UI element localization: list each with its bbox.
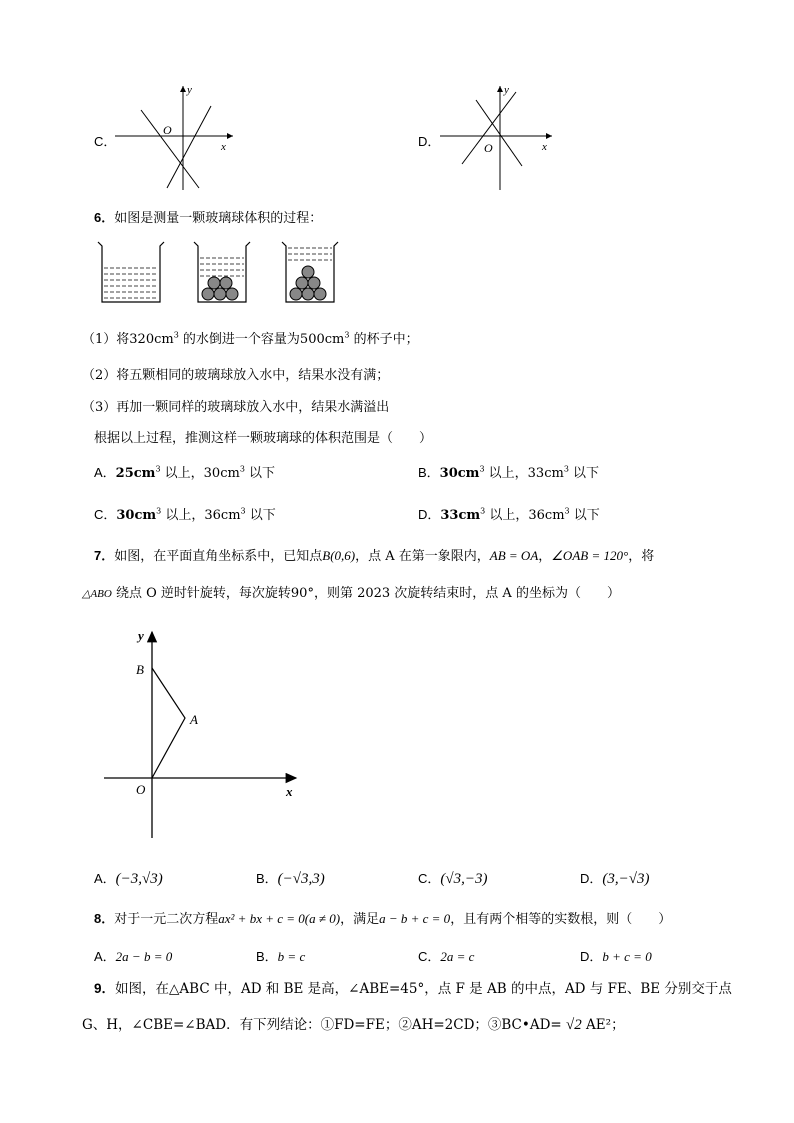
q8-option-c[interactable]: C．2a = c [418,949,475,964]
q6-beakers-figure [94,238,374,308]
beaker-2-water [200,258,244,276]
beaker-1-water [104,268,158,298]
q9-line1: 9．如图，在△ABC 中，AD 和 BE 是高，∠ABE=45°，点 F 是 AB 的中点，AD 与 FE、BE 分别交于点 [94,981,732,997]
q8-option-d[interactable]: D．b + c = 0 [580,949,652,964]
q6-step1: （1）将$320cm^3$ 的水倒进一个容量为$500cm^3$ 的杯子中； [82,330,419,347]
q7-line1: 7．如图，在平面直角坐标系中，已知点B(0,6)，点 A 在第一象限内，AB = OA，∠OAB = 120°，将 [94,548,655,564]
y-label: y [138,628,144,643]
origin-label: O [163,123,172,137]
beaker-1 [98,242,164,302]
x-label: x [286,784,293,799]
q6-stem: 6．如图是测量一颗玻璃球体积的过程： [94,210,323,226]
point-a-label: A [190,712,198,727]
q6-step3: （3）再加一颗同样的玻璃球放入水中，结果水满溢出 [82,400,390,415]
option-d-graph [440,82,560,192]
q6-ask: 根据以上过程，推测这样一颗玻璃球的体积范围是（ ） [94,431,433,446]
point-b-label: B [136,662,144,677]
beaker-3-balls [290,266,326,300]
q6-option-b[interactable]: B．$30cm^3$ 以上，$33cm^3$ 以下 [418,464,600,481]
q7-option-c[interactable]: C．(√3,−3) [418,871,488,887]
q7-option-b[interactable]: B．(−√3,3) [256,871,325,887]
y-label: y [504,84,509,96]
x-label: x [542,141,547,153]
y-label: y [187,84,192,96]
q8-stem: 8．对于一元二次方程ax² + bx + c = 0(a ≠ 0)，满足a − b + c = 0，且有两个相等的实数根，则（ ） [94,911,672,927]
origin-label: O [484,141,493,155]
q6-option-c[interactable]: C．$30cm^3$ 以上，$36cm^3$ 以下 [94,506,276,523]
q9-line2: G、H，∠CBE=∠BAD．有下列结论：①FD=FE；②AH=2CD；③BC•AD= √2 AE²； [82,1017,625,1033]
q7-line2: △ABO 绕点 O 逆时针旋转，每次旋转90°，则第 2023 次旋转结束时，点 A 的坐标为（ ） [82,586,620,601]
line-1 [141,110,199,188]
option-d-label: D． [418,134,441,149]
q6-option-a[interactable]: A．$25cm^3$ 以上，$30cm^3$ 以下 [94,464,276,481]
q7-option-d[interactable]: D．(3,−√3) [580,871,650,887]
q7-coordinate-figure [100,622,310,842]
option-c-graph [115,82,245,192]
q7-option-a[interactable]: A．(−3,√3) [94,871,163,887]
beaker-3-water [288,248,332,260]
origin-label: O [136,782,146,797]
q6-step2: （2）将五颗相同的玻璃球放入水中，结果水没有满； [82,368,390,383]
triangle-abo [152,668,185,778]
q6-option-d[interactable]: D．$33cm^3$ 以上，$36cm^3$ 以下 [418,506,600,523]
q8-option-a[interactable]: A．2a − b = 0 [94,949,173,964]
x-label: x [221,141,226,153]
q8-option-b[interactable]: B．b = c [256,949,306,964]
beaker-2-balls [202,277,238,300]
option-c-label: C． [94,134,117,149]
line-1 [476,100,522,166]
line-2 [167,106,211,188]
